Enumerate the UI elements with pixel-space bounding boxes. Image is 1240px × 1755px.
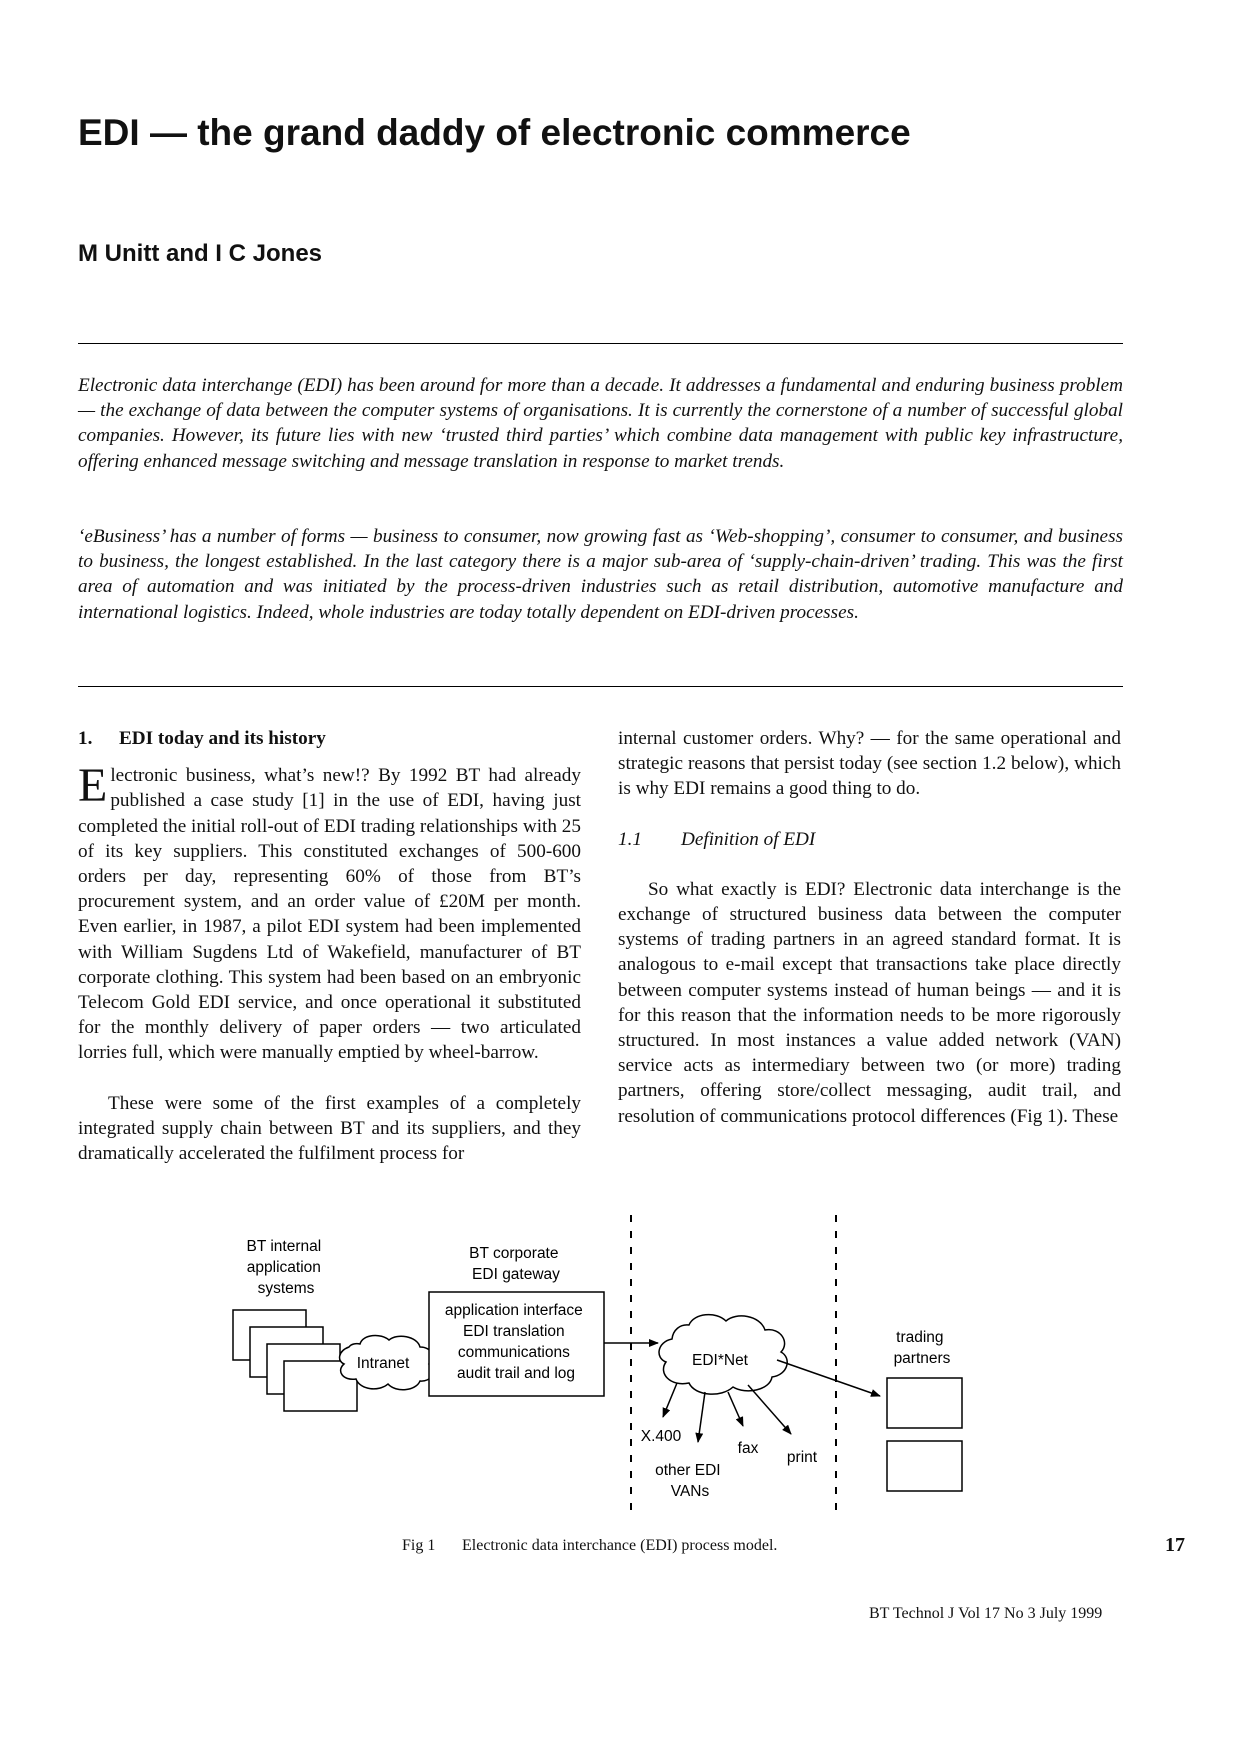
page-number: 17 [1165, 1534, 1185, 1556]
section-number: 1. [78, 728, 93, 749]
internal-systems-label: BT internal application systems [246, 1238, 322, 1297]
subsection-heading [618, 827, 1121, 852]
drop-cap: E [78, 759, 108, 813]
partner-box [887, 1378, 962, 1428]
arrow [748, 1385, 791, 1434]
body-paragraph: internal customer orders. Why? — for the same operational and strategic reasons that persist today (see section 1.2 below), which is why EDI remains a good thing to do. [618, 728, 1121, 800]
figure-caption [402, 1537, 777, 1555]
journal-footer: BT Technol J Vol 17 No 3 July 1999 [869, 1605, 1103, 1622]
other-edi-label: other EDI VANs [655, 1462, 721, 1500]
abstract-paragraph: Electronic data interchange (EDI) has been around for more than a decade. It addresses a fundamental and enduring business problem — the exchange of data between the computer systems of organisations. It is currently the cornerstone of a number of successful global companies. However, its future lies with new ‘trusted third parties’ which combine data management with public key infrastructure, offering enhanced message switching and message translation in response to market trends. [78, 375, 1123, 472]
svg-text:Intranet: Intranet [356, 1355, 410, 1372]
arrow [728, 1392, 743, 1426]
article-title: EDI — the grand daddy of electronic commerce [78, 112, 911, 153]
internal-systems-stack [233, 1310, 357, 1411]
bottom-rule [78, 686, 1123, 687]
edi-process-diagram [0, 1215, 1240, 1530]
top-rule [78, 343, 1123, 344]
left-column [78, 726, 581, 1166]
body-paragraph: So what exactly is EDI? Electronic data interchange is the exchange of structured business data between the computer systems of trading partners in an agreed standard format. It is analogous to e-mail except that transactions take place directly between computer systems instead of human beings — and it is for this reason that the information needs to be more rigorously structured. In most instances a value added network (VAN) service acts as intermediary between two (or more) trading partners, offering store/collect messaging, audit trail, and resolution of communications protocol differences (Fig 1). These [618, 878, 1121, 1127]
arrow [663, 1383, 677, 1417]
fax-label: fax [737, 1440, 759, 1457]
right-column [618, 726, 1121, 1129]
print-label: print [786, 1449, 818, 1466]
trading-partners-label: trading partners [893, 1329, 951, 1367]
gateway-functions: application interface EDI translation communications audit trail and log [444, 1302, 583, 1382]
x400-label: X.400 [640, 1428, 682, 1445]
article-authors: M Unitt and I C Jones [78, 240, 323, 267]
caption-label: Fig 1 [402, 1537, 436, 1554]
svg-text:EDI*Net: EDI*Net [692, 1352, 748, 1369]
subsection-number: 1.1 [618, 828, 642, 850]
caption-text: Electronic data interchance (EDI) process model. [462, 1537, 778, 1554]
gateway-label: BT corporate EDI gateway [469, 1245, 560, 1283]
partner-box [887, 1441, 962, 1491]
abstract-paragraph: ‘eBusiness’ has a number of forms — business to consumer, now growing fast as ‘Web-shopping’, consumer to consumer, and business to business, the longest established. In the last category there is a major sub-area of ‘supply-chain-driven’ trading. This was the first area of automation and was initiated by the process-driven industries such as retail distribution, automotive manufacture and international logistics. Indeed, whole industries are today totally dependent on EDI-driven processes. [78, 526, 1123, 623]
edinet-cloud [659, 1315, 787, 1395]
arrow [777, 1360, 880, 1396]
body-paragraph [78, 759, 581, 1065]
paragraph-text: lectronic business, what’s new!? By 1992 BT had already published a case study [1] in the use of EDI, having just completed the initial roll-out of EDI trading relationships with 25 of its key suppliers. This constituted exchanges of 500-600 orders per day, representing 60% of those from BT’s procurement system, and an order value of £20M per month. Even earlier, in 1987, a pilot EDI system had been implemented with William Sugdens Ltd of Wakefield, manufacturer of BT corporate clothing. This system had been based on an embryonic Telecom Gold EDI service, and once operational it substituted for the monthly delivery of paper orders — two articulated lorries full, which were manually emptied by wheel-barrow. [78, 765, 581, 1064]
body-paragraph: These were some of the first examples of a completely integrated supply chain between BT and its suppliers, and they dramatically accelerated the fulfilment process for [78, 1092, 581, 1165]
section-title: EDI today and its history [119, 728, 326, 749]
arrow [698, 1392, 705, 1442]
subsection-title: Definition of EDI [681, 828, 816, 850]
section-heading [78, 726, 581, 751]
